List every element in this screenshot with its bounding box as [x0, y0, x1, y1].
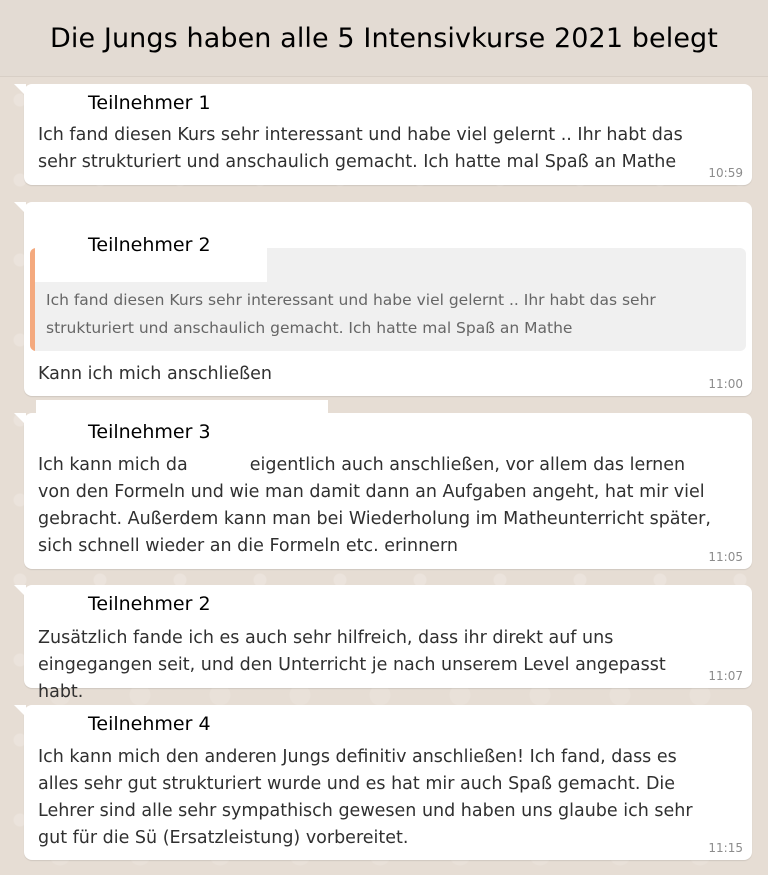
bubble-tail	[14, 202, 26, 214]
message-sender: Teilnehmer 3	[88, 421, 211, 443]
message-text: Ich fand diesen Kurs sehr interessant und habe viel gelernt .. Ihr habt das sehr strukturiert und anschaulich gemacht. Ich hatte mal Spaß an Mathe	[38, 125, 683, 172]
message-text-part: eigentlich auch anschließen, vor allem das lernen von den Formeln und wie man damit dann an Aufgaben angeht, hat mir viel gebracht. Außerdem kann man bei Wiederholung im Matheunterricht später, sich schnell wieder an die Formeln etc. erinnern	[38, 455, 711, 556]
message-bubble-3[interactable]	[24, 413, 752, 569]
quoted-message[interactable]	[30, 248, 746, 351]
message-text: Kann ich mich anschließen	[38, 364, 272, 384]
message-text-part: Ich kann mich da	[38, 455, 188, 475]
quoted-text: Ich fand diesen Kurs sehr interessant und habe viel gelernt .. Ihr habt das sehr strukturiert und anschaulich gemacht. Ich hatte mal Spaß an Mathe	[46, 291, 656, 337]
message-text	[38, 452, 712, 560]
message-time: 11:05	[708, 550, 743, 564]
bubble-tail	[14, 705, 26, 717]
message-bubble-1[interactable]	[24, 84, 752, 185]
chat-header	[0, 0, 768, 77]
bubble-tail	[14, 413, 26, 425]
page-title: Die Jungs haben alle 5 Intensivkurse 2021 belegt	[50, 22, 718, 54]
message-bubble-2[interactable]	[24, 202, 752, 396]
message-bubble-4[interactable]	[24, 585, 752, 702]
bubble-tail	[14, 585, 26, 597]
redaction-block	[36, 400, 328, 414]
message-text: Zusätzlich fande ich es auch sehr hilfreich, dass ihr direkt auf uns eingegangen seit, und den Unterricht je nach unserem Level angepasst habt.	[38, 628, 666, 702]
message-time: 11:15	[708, 841, 743, 855]
message-text: Ich kann mich den anderen Jungs definitiv anschließen! Ich fand, dass es alles sehr gut strukturiert wurde und es hat mir auch Spaß gemacht. Die Lehrer sind alle sehr sympathisch gewesen und haben uns glaube ich sehr gut für die Sü (Ersatzleistung) vorbereitet.	[38, 747, 693, 848]
message-time: 10:59	[708, 166, 743, 180]
message-bubble-5[interactable]	[24, 705, 752, 860]
redaction-block	[190, 456, 248, 474]
message-sender: Teilnehmer 2	[88, 593, 211, 615]
message-sender: Teilnehmer 4	[88, 713, 211, 735]
message-time: 11:07	[708, 669, 743, 683]
message-sender: Teilnehmer 2	[88, 234, 211, 256]
bubble-tail	[14, 84, 26, 96]
message-time: 11:00	[708, 377, 743, 391]
message-sender: Teilnehmer 1	[88, 92, 211, 114]
